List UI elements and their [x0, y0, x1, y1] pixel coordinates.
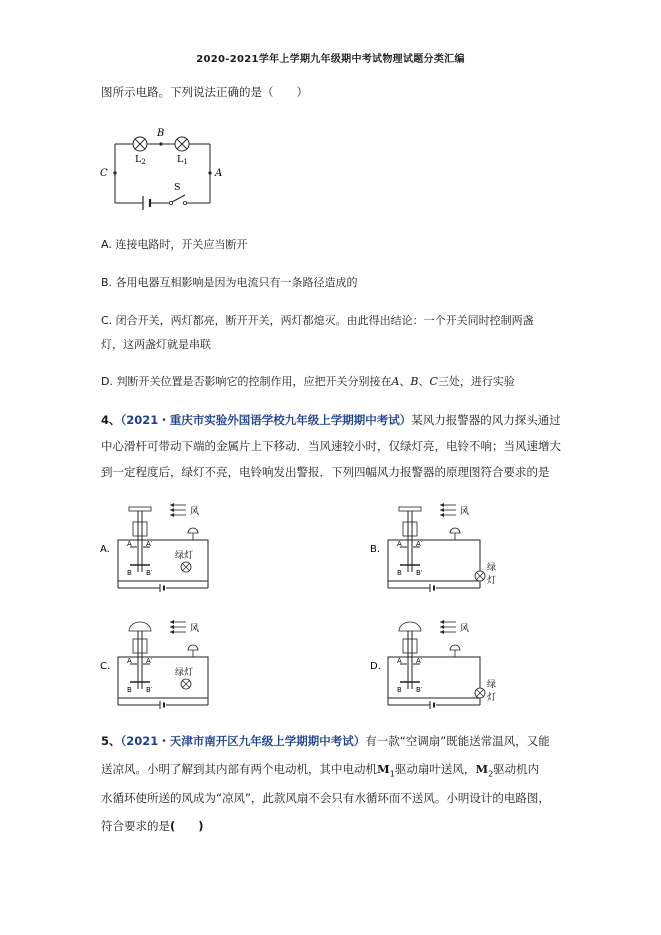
- svg-text:B: B: [397, 686, 402, 694]
- svg-text:B: B: [127, 569, 132, 577]
- q3-label-b: B: [157, 128, 165, 139]
- q3-label-c: C: [100, 168, 108, 179]
- wind-label: 风: [190, 624, 200, 634]
- svg-text:绿灯: 绿灯: [175, 668, 194, 678]
- svg-text:B′: B′: [146, 569, 153, 577]
- q5-line3: 水循环使所送的风成为“凉风”，此款风扇不会只有水循环而不送风。小明设计的电路图，: [101, 791, 550, 805]
- svg-text:灯: 灯: [487, 576, 497, 586]
- svg-text:A: A: [127, 540, 132, 548]
- q3-option-c-line2[interactable]: 灯，这两盏灯就是串联: [101, 338, 211, 351]
- q5-line2: 送凉风。小明了解到其内部有两个电动机，其中电动机$M_1$驱动扇叶送风，$M_2$驱动机内: [101, 762, 540, 779]
- wind-label: 风: [190, 507, 200, 517]
- svg-text:绿: 绿: [487, 680, 497, 690]
- q5-number: 5、: [101, 734, 121, 748]
- answer-blank[interactable]: ( ): [170, 819, 204, 833]
- q4-diagram-d[interactable]: [370, 617, 500, 712]
- q4-diagram-letter: D.: [370, 661, 381, 672]
- q4-line1: 4、（2021・重庆市实验外国语学校九年级上学期期中考试）某风力报警器的风力探头通过: [101, 413, 561, 427]
- svg-text:B′: B′: [416, 686, 423, 694]
- q3-label-l1: $L_1$: [177, 154, 188, 166]
- q5-line4: 符合要求的是( ): [101, 819, 204, 833]
- svg-text:绿灯: 绿灯: [175, 551, 194, 561]
- svg-text:A: A: [127, 657, 132, 665]
- svg-text:B: B: [127, 686, 132, 694]
- svg-text:B′: B′: [146, 686, 153, 694]
- svg-text:灯: 灯: [487, 693, 497, 703]
- q3-option-a[interactable]: A. 连接电路时，开关应当断开: [101, 238, 248, 251]
- q4-diagram-c[interactable]: [100, 617, 230, 712]
- q3-option-d[interactable]: D. 判断开关位置是否影响它的控制作用，应把开关分别接在A、B、C三处，进行实验: [101, 375, 515, 388]
- svg-text:A′: A′: [416, 540, 423, 548]
- q5-line1: 5、（2021・天津市南开区九年级上学期期中考试）有一款“空调扇”既能送常温风，又能: [101, 734, 550, 748]
- q3-label-l2: $L_2$: [135, 154, 146, 166]
- page-header: 2020-2021学年上学期九年级期中考试物理试题分类汇编: [196, 54, 465, 65]
- wind-label: 风: [460, 624, 470, 634]
- svg-text:B′: B′: [416, 569, 423, 577]
- q3-label-a: A: [215, 168, 223, 179]
- svg-text:A′: A′: [146, 540, 153, 548]
- q4-diagram-a[interactable]: [100, 500, 230, 595]
- svg-text:绿: 绿: [487, 563, 497, 573]
- q4-diagram-b[interactable]: [370, 500, 500, 595]
- q4-line3: 到一定程度后，绿灯不亮，电铃响发出警报．下列四幅风力报警器的原理图符合要求的是: [101, 465, 550, 479]
- q4-line2: 中心滑杆可带动下端的金属片上下移动．当风速较小时，仅绿灯亮，电铃不响；当风速增大: [101, 439, 561, 453]
- q3-label-s: S: [174, 182, 181, 193]
- svg-text:B: B: [397, 569, 402, 577]
- q5-source: （2021・天津市南开区九年级上学期期中考试）: [120, 734, 366, 748]
- q4-diagram-letter: B.: [370, 544, 381, 555]
- q4-number: 4、: [101, 413, 121, 427]
- q3-option-b[interactable]: B. 各用电器互相影响是因为电流只有一条路径造成的: [101, 276, 358, 289]
- svg-text:A: A: [397, 540, 402, 548]
- svg-text:A′: A′: [416, 657, 423, 665]
- q4-source: （2021・重庆市实验外国语学校九年级上学期期中考试）: [120, 413, 412, 427]
- q3-option-c-line1[interactable]: C. 闭合开关，两灯都亮，断开开关，两灯都熄灭。由此得出结论：一个开关同时控制两盏: [101, 314, 534, 327]
- q4-diagram-letter: C.: [100, 661, 111, 672]
- svg-text:A′: A′: [146, 657, 153, 665]
- wind-label: 风: [460, 507, 470, 517]
- q4-diagram-letter: A.: [100, 544, 110, 555]
- q3-circuit-figure: [98, 124, 228, 216]
- q3-stem: 图所示电路。下列说法正确的是（ ）: [101, 85, 308, 99]
- svg-text:A: A: [397, 657, 402, 665]
